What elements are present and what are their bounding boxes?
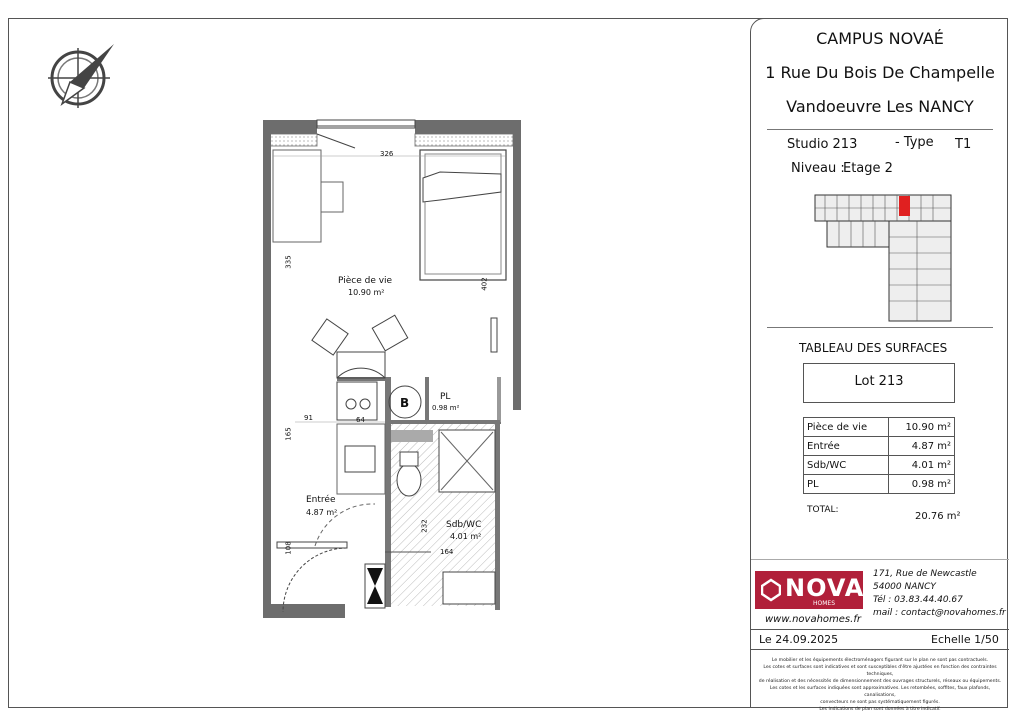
dim-top-width: 326 (380, 150, 394, 158)
room-area-entree: 4.87 m² (306, 508, 338, 517)
row-value: 0.98 m² (888, 475, 954, 494)
room-name-pl: PL (440, 392, 451, 402)
row-label: Entrée (804, 437, 889, 456)
floor-plan (255, 112, 530, 624)
dim-165: 165 (284, 427, 293, 441)
studio-number: Studio 213 (787, 137, 858, 152)
title-block (750, 18, 1008, 712)
type-label: - Type (895, 135, 934, 150)
project-name: CAMPUS NOVAÉ (816, 29, 944, 48)
row-label: Pièce de vie (804, 418, 889, 437)
disclaimer-line: Les cotes et les surfaces indiquées sont approximatives. Les retombées, soffites, faux plafonds, canalisations, (769, 686, 991, 698)
surfaces-heading: TABLEAU DES SURFACES (799, 341, 948, 355)
dim-164: 164 (440, 548, 454, 556)
disclaimer (757, 657, 1003, 713)
compass-icon (40, 42, 120, 114)
lot-number: Lot 213 (854, 374, 904, 389)
logo-text: NOVA (785, 574, 865, 602)
dim-108: 108 (284, 541, 293, 555)
dim-91: 91 (304, 414, 313, 422)
dim-bed-length: 402 (480, 277, 489, 291)
disclaimer-line: convecteurs ne sont pas systématiquement figurés. (820, 700, 940, 705)
room-name-sdb: Sdb/WC (446, 520, 482, 530)
surfaces-table (803, 417, 955, 494)
table-row (804, 475, 955, 494)
room-area-piece-de-vie: 10.90 m² (348, 288, 385, 297)
project-address: 1 Rue Du Bois De Champelle (765, 63, 995, 82)
logo-subtext: HOMES (813, 600, 836, 607)
table-row (804, 456, 955, 475)
plan-date: Le 24.09.2025 (759, 633, 839, 646)
dim-232: 232 (420, 519, 429, 533)
key-plan-thumbnail (807, 187, 957, 327)
room-area-sdb: 4.01 m² (450, 532, 482, 541)
company-street: 171, Rue de Newcastle (873, 569, 977, 579)
company-mail[interactable]: mail : contact@novahomes.fr (873, 608, 1006, 618)
level-value: Etage 2 (843, 161, 893, 176)
room-area-pl: 0.98 m² (432, 404, 460, 412)
table-row (804, 437, 955, 456)
dim-64: 64 (356, 416, 365, 424)
room-name-piece-de-vie: Pièce de vie (338, 276, 393, 286)
plan-scale: Echelle 1/50 (931, 633, 999, 646)
company-phone: Tél : 03.83.44.40.67 (873, 595, 963, 605)
table-row (804, 418, 955, 437)
lot-box (803, 363, 955, 403)
row-label: Sdb/WC (804, 456, 889, 475)
total-value: 20.76 m² (915, 511, 961, 522)
room-name-entree: Entrée (306, 495, 336, 505)
company-postal: 54000 NANCY (873, 582, 936, 592)
disclaimer-line: Le mobilier et les équipements électroménagers figurant sur le plan ne sont pas contractuels. (771, 658, 989, 663)
disclaimer-line: Les indications de plan sont données à titre indicatif. (819, 707, 941, 712)
project-city: Vandoeuvre Les NANCY (786, 97, 974, 116)
company-website[interactable]: www.novahomes.fr (765, 614, 861, 625)
row-value: 4.01 m² (888, 456, 954, 475)
row-value: 4.87 m² (888, 437, 954, 456)
disclaimer-line: Les cotes et surfaces sont indicatives et sont susceptibles d'être ajustées en fonction des contraintes techniques, (763, 665, 997, 677)
total-label: TOTAL: (807, 505, 839, 515)
dim-left-height: 335 (284, 255, 293, 269)
row-value: 10.90 m² (888, 418, 954, 437)
disclaimer-line: de réalisation et des nécessités de dimensionnement des ouvrages structurels, réseaux ou équipements. (758, 679, 1002, 684)
level-label: Niveau : (791, 161, 845, 176)
row-label: PL (804, 475, 889, 494)
type-value: T1 (955, 137, 972, 152)
nova-logo-icon (755, 571, 863, 609)
boiler-label: B (400, 396, 410, 410)
